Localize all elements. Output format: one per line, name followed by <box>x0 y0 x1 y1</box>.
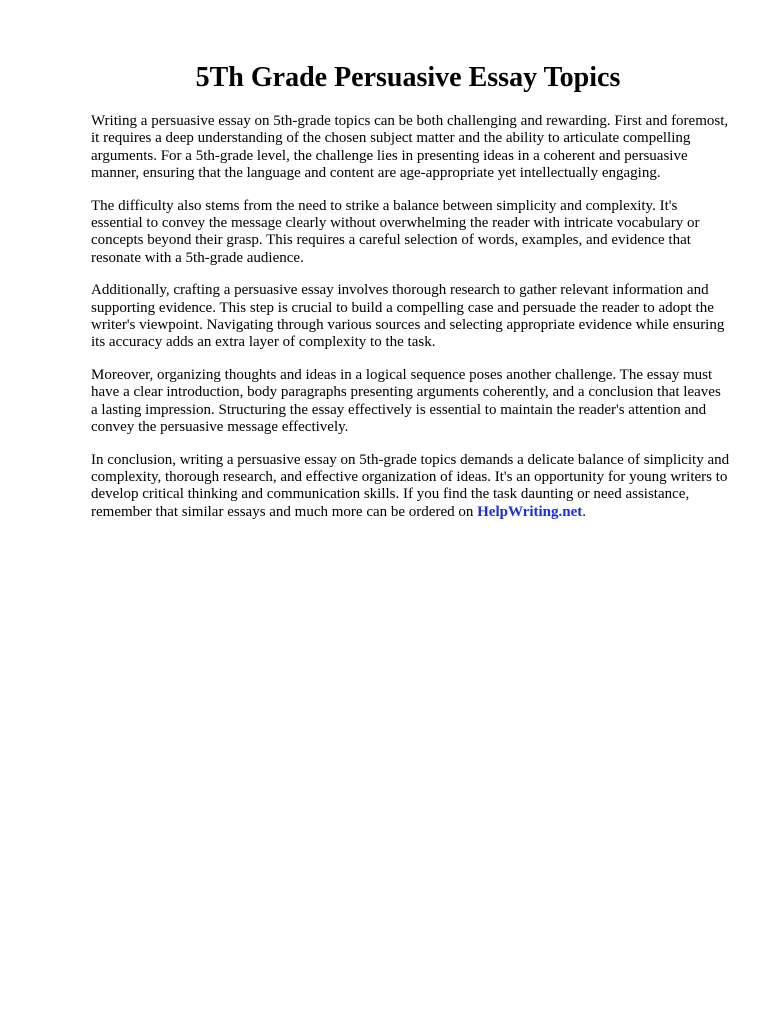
paragraph-4: Moreover, organizing thoughts and ideas in a logical sequence poses another challenge. The essay must have a clear introduction, body paragraphs presenting arguments coherently, and a conclusion that leaves a lasting impression. Structuring the essay effectively is essential to maintain the reader's attention and convey the persuasive message effectively. <box>91 366 721 436</box>
conclusion-period: . <box>582 503 587 520</box>
conclusion-text: In conclusion, writing a persuasive essay on 5th-grade topics demands a delicate balance of simplicity and complexity, thorough research, and effective organization of ideas. It's an opportunity for young writers to develop critical thinking and communication skills. If you find the task daunting or need assistance, remember that similar essays and much more can be ordered on <box>91 451 730 520</box>
paragraph-2: The difficulty also stems from the need to strike a balance between simplicity and complexity. It's essential to convey the message clearly without overwhelming the reader with intricate vocabulary or concepts beyond their grasp. This requires a careful selection of words, examples, and evidence that resonate with a 5th-grade audience. <box>91 197 700 266</box>
paragraph-3: Additionally, crafting a persuasive essay involves thorough research to gather relevant information and supporting evidence. This step is crucial to build a compelling case and persuade the reader to adopt the writer's viewpoint. Navigating through various sources and selecting appropriate evidence while ensuring its accuracy adds an extra layer of complexity to the task. <box>91 282 725 351</box>
helpwriting-link[interactable]: HelpWriting.net <box>477 503 583 520</box>
document-title: 5Th Grade Persuasive Essay Topics <box>195 62 621 93</box>
document-body <box>91 113 731 536</box>
conclusion-paragraph <box>91 452 731 522</box>
paragraph-1: Writing a persuasive essay on 5th-grade topics can be both challenging and rewarding. First and foremost, it requires a deep understanding of the chosen subject matter and the ability to articulate compelling arguments. For a 5th-grade level, the challenge lies in presenting ideas in a coherent and persuasive manner, ensuring that the language and content are age-appropriate yet intellectually engaging. <box>91 113 729 182</box>
